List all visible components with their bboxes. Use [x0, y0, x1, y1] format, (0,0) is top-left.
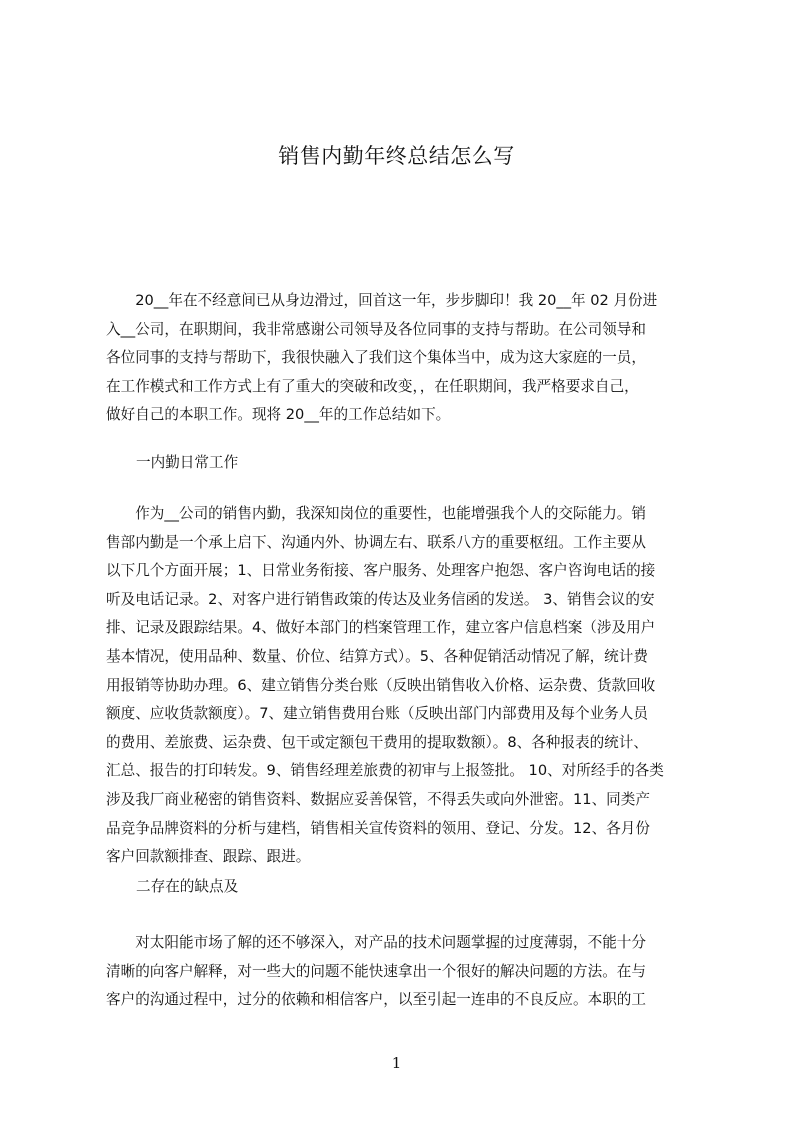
paragraph-line: 以下几个方面开展；1、日常业务衔接、客户服务、处理客户抱怨、客户咨询电话的接 — [106, 562, 656, 580]
paragraph-line: 涉及我厂商业秘密的销售资料、数据应妥善保管，不得丢失或向外泄密。11、同类产 — [106, 790, 650, 808]
paragraph-line: 客户的沟通过程中，过分的依赖和相信客户，以至引起一连串的不良反应。本职的工 — [106, 991, 646, 1009]
paragraph-line: 基本情况，使用品种、数量、价位、结算方式）。5、各种促销活动情况了解，统计费 — [106, 647, 648, 665]
paragraph-line: 听及电话记录。2、对客户进行销售政策的传达及业务信函的发送。 3、销售会议的安 — [106, 590, 655, 608]
paragraph-line: 作为__公司的销售内勤，我深知岗位的重要性，也能增强我个人的交际能力。销 — [106, 505, 646, 522]
intro-paragraph — [106, 287, 698, 430]
paragraph-line: 清晰的向客户解释，对一些大的问题不能快速拿出一个很好的解决问题的方法。在与 — [106, 962, 646, 980]
paragraph-line: 做好自己的本职工作。现将 20__年的工作总结如下。 — [106, 406, 451, 424]
section-heading-daily-work: 一内勤日常工作 — [136, 454, 239, 471]
paragraph-line: 在工作模式和工作方式上有了重大的突破和改变，，在任职期间，我严格要求自己， — [106, 377, 639, 395]
paragraph-line: 品竞争品牌资料的分析与建档，销售相关宣传资料的领用、登记、分发。12、各月份 — [106, 819, 650, 837]
paragraph-line: 入__公司，在职期间，我非常感谢公司领导及各位同事的支持与帮助。在公司领导和 — [106, 320, 646, 338]
paragraph-line: 汇总、报告的打印转发。9、销售经理差旅费的初审与上报签批。 10、对所经手的各类 — [106, 762, 664, 780]
paragraph-line: 对太阳能市场了解的还不够深入，对产品的技术问题掌握的过度薄弱，不能十分 — [106, 934, 646, 951]
paragraph-line: 20__年在不经意间已从身边滑过，回首这一年，步步脚印！我 20__年 02 月份进 — [106, 292, 658, 309]
daily-work-paragraph — [106, 500, 698, 872]
paragraph-line: 客户回款额排查、跟踪、跟进。 — [106, 848, 311, 866]
shortcomings-paragraph — [106, 929, 698, 1015]
paragraph-line: 各位同事的支持与帮助下，我很快融入了我们这个集体当中，成为这大家庭的一员， — [106, 349, 646, 367]
paragraph-line: 售部内勤是一个承上启下、沟通内外、协调左右、联系八方的重要枢纽。工作主要从 — [106, 533, 646, 551]
paragraph-line: 排、记录及跟踪结果。4、做好本部门的档案管理工作，建立客户信息档案（涉及用户 — [106, 619, 656, 637]
page-number: 1 — [391, 1054, 402, 1072]
paragraph-line: 的费用、差旅费、运杂费、包干或定额包干费用的提取数额）。8、各种报表的统计、 — [106, 733, 648, 751]
section-heading-shortcomings: 二存在的缺点及 — [136, 878, 239, 895]
paragraph-line: 额度、应收货款额度）。7、建立销售费用台账（反映出部门内部费用及每个业务人员 — [106, 705, 648, 723]
document-title: 销售内勤年终总结怎么写 — [278, 144, 515, 168]
paragraph-line: 用报销等协助办理。6、建立销售分类台账（反映出销售收入价格、运杂费、货款回收 — [106, 676, 656, 694]
